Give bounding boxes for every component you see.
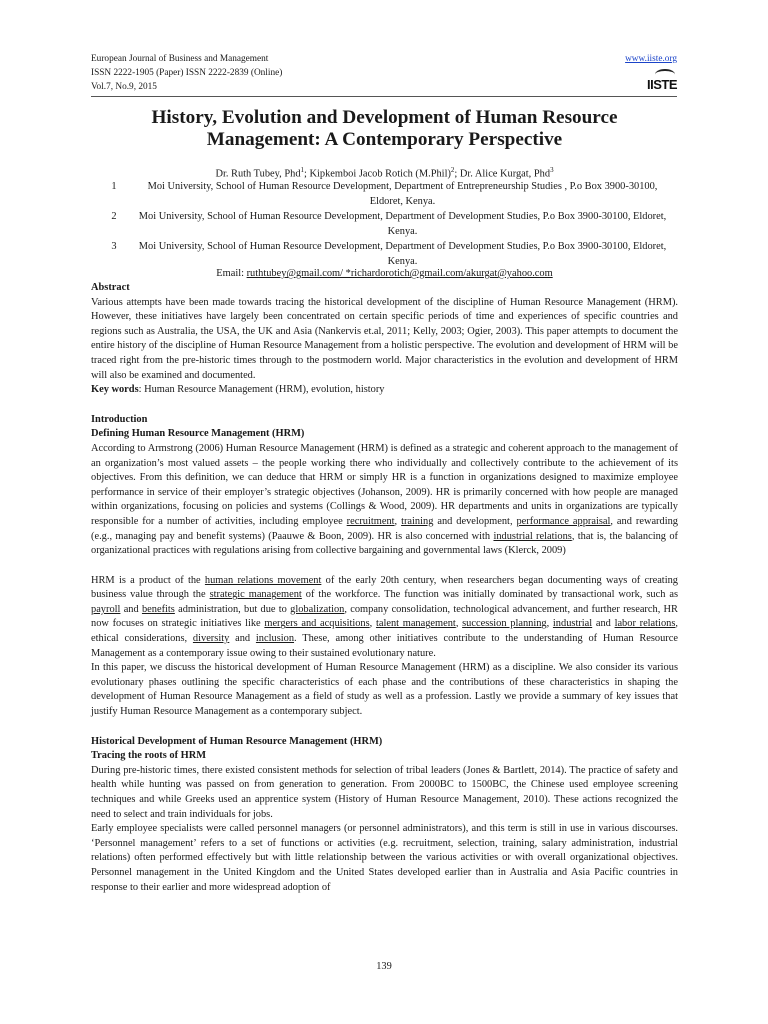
affiliation-number: 1 [111,181,117,192]
affiliation-item [91,179,678,209]
wiki-link[interactable]: mergers and acquisitions [264,618,370,630]
introduction-heading: Introduction [91,413,148,425]
affiliation-text: Moi University, School of Human Resource Development, Department of Entrepreneurship Studies , P.o Box 3900-30100, Eldoret, Kenya. [147,181,658,207]
author-3: ; Dr. Alice Kurgat, Phd [454,168,551,180]
journal-volume: Vol.7, No.9, 2015 [91,82,157,92]
author-3-ref: 3 [550,166,554,174]
wiki-link[interactable]: globalization [290,603,345,615]
affiliation-item [91,239,678,269]
wiki-link[interactable]: human relations movement [204,574,322,586]
paper-title [91,107,678,151]
text-run: , ethical considerations, [91,618,678,645]
spacer [91,559,678,574]
title-line-1: History, Evolution and Development of Human Resource [151,107,618,128]
history-paragraph-2: Early employee specialists were called personnel managers (or personnel administrators), and this term is still in use in various discourses. ‘Personnel management’ refers to a set of functions or activities (e.g. recruitment, selection, training, salary administration, industrial relations) often performed effectively but with little relationship between the various activities or with overall organizational objectives. Personnel management in the United Kingdom and the United States developed earlier than in Australia and Asia Pacific countries in response to their earlier and more widespread adoption of [91,823,678,893]
article-body [91,281,678,895]
author-1-ref: 1 [300,166,305,174]
wiki-link[interactable]: labor relations [614,618,676,630]
wiki-link[interactable]: industrial [552,618,593,630]
wiki-link[interactable]: payroll [91,603,121,615]
journal-issn: ISSN 2222-1905 (Paper) ISSN 2222-2839 (Online) [91,68,283,78]
text-run: and [229,633,256,645]
wiki-link[interactable]: recruitment [346,515,395,527]
affiliation-list [91,179,678,269]
text-run: , [455,618,463,630]
roots-subheading: Tracing the roots of HRM [91,750,207,762]
text-run: administration, but due to [174,603,291,615]
wiki-link[interactable]: inclusion [255,633,295,645]
author-2: ; Kipkemboi Jacob Rotich (M.Phil) [304,168,451,180]
text-run: and [120,603,142,615]
contact-email [91,267,678,281]
wiki-link[interactable]: strategic management [209,589,302,601]
title-line-2: Management: A Contemporary Perspective [206,129,563,150]
intro-paragraph-3: In this paper, we discuss the historical development of Human Resource Management (HRM) as a discipline. We also consider its various evolutionary phases outlining the specific characteristics of each phase and the contributions of these characteristics in shaping the development of Human Resource Management as a field of study as well as a profession. Lastly we provide a summary of key issues that justify Human Resource Management as a contemporary subject. [91,662,678,718]
history-heading: Historical Development of Human Resource Management (HRM) [91,735,383,747]
text-run: , [394,515,402,527]
text-run: and development, [433,515,517,527]
wiki-link[interactable]: succession planning [462,618,547,630]
wiki-link[interactable]: diversity [192,633,230,645]
wiki-link[interactable]: talent management [375,618,456,630]
spacer [91,398,678,413]
text-run: According to Armstrong (2006) Human Resource Management (HRM) is defined as a strategic and coherent approach to the management of an organization’s most valued assets – the people working there who individually and collectively contribute to the achievement of its objectives. From this definition, we can deduce that HRM or simply HR is a function in organizations designed to maximize employee performance in service of their employer’s strategic objectives (Johanson, 2009). HR is primarily concerned with how people are managed within organizations, focusing on policies and systems (Collings & Wood, 2009). HR departments and units in organizations are typically responsible for a number of activities, including employee [91,442,678,527]
text-run: of the workforce. The function was initially dominated by transactional work, such as [301,589,678,601]
email-label: Email: [216,268,247,279]
journal-name: European Journal of Business and Management [91,54,269,64]
wiki-link[interactable]: training [401,515,434,527]
keywords-text: : Human Resource Management (HRM), evolution, history [138,384,385,396]
spacer [91,720,678,735]
affiliation-number: 2 [111,211,117,222]
affiliation-item [91,209,678,239]
history-paragraph-1: During pre-historic times, there existed consistent methods for selection of tribal leaders (Jones & Bartlett, 2014). The practice of safety and health while hunting was passed on from generation to generation. From 2000BC to 1500BC, the Chinese used employee screening techniques and while Greeks used an apprentice system (History of Human Resource Management, 2010). These actions recognized the need to select and train individuals for jobs. [91,764,678,820]
abstract-heading: Abstract [91,282,130,293]
text-run: and [592,618,615,630]
affiliation-number: 3 [111,241,117,252]
intro-paragraph-1 [91,442,678,559]
text-run: , [546,618,553,630]
affiliation-text: Moi University, School of Human Resource Development, Department of Development Studies, P.o Box 3900-30100, Eldoret, Kenya. [138,211,667,237]
author-2-ref: 2 [450,166,455,174]
text-run: , [369,618,376,630]
text-run: , company consolidation, technological advancement, and further research, HR now focuses on strategic initiatives like [91,603,678,630]
header-divider [91,96,677,97]
text-run: , that is, the balancing of organizational practices with regulations arising from collective bargaining and governmental laws (Klerck, 2009) [91,530,678,557]
keywords-label: Key words [91,384,139,396]
definition-subheading: Defining Human Resource Management (HRM) [91,428,305,440]
text-run: . These, among other initiatives contribute to the understanding of Human Resource Management as a contemporary issue owing to their sustained evolutionary nature. [91,633,678,659]
iiste-logo [646,69,677,97]
keywords [91,383,678,398]
text-run: , and rewarding (e.g., managing pay and benefit systems) (Paauwe & Boon, 2009). HR is also concerned with [91,515,678,542]
journal-header [91,52,282,94]
wiki-link[interactable]: industrial relations [493,530,572,542]
affiliation-text: Moi University, School of Human Resource Development, Department of Development Studies, P.o Box 3900-30100, Eldoret, Kenya. [138,241,667,267]
abstract-text: Various attempts have been made towards tracing the historical development of the discipline of Human Resource Management (HRM). However, these initiatives have largely been concentrated on certain specific periods of time and experiences of specific countries and regions such as Australia, the USA, the UK and Asia (Nankervis et.al, 2011; Kelly, 2003; Ogier, 2003). This paper attempts to document the entire history of the discipline of Human Resource Management from a holistic perspective. The evolution and development of HRM will be traced right from the pre-historic times through to the postmodern world. Major characteristics in the evolution and development of HRM will also be examined and documented. [91,296,678,381]
journal-header-right [625,52,677,102]
email-addresses-link[interactable]: ruthtubey@gmail.com/ *richardorotich@gmail.com/akurgat@yahoo.com [246,268,553,279]
author-1: Dr. Ruth Tubey, Phd [215,168,301,180]
wiki-link[interactable]: benefits [141,603,175,615]
page-number: 139 [376,961,392,972]
wiki-link[interactable]: performance appraisal [516,515,611,527]
text-run: HRM is a product of the [91,574,205,586]
text-run: of the early 20th century, when researchers began documenting ways of creating business value through the [91,574,678,601]
journal-url-link[interactable]: www.iiste.org [625,54,677,64]
intro-paragraph-2 [91,574,678,662]
logo-text: IISTE [646,77,677,92]
